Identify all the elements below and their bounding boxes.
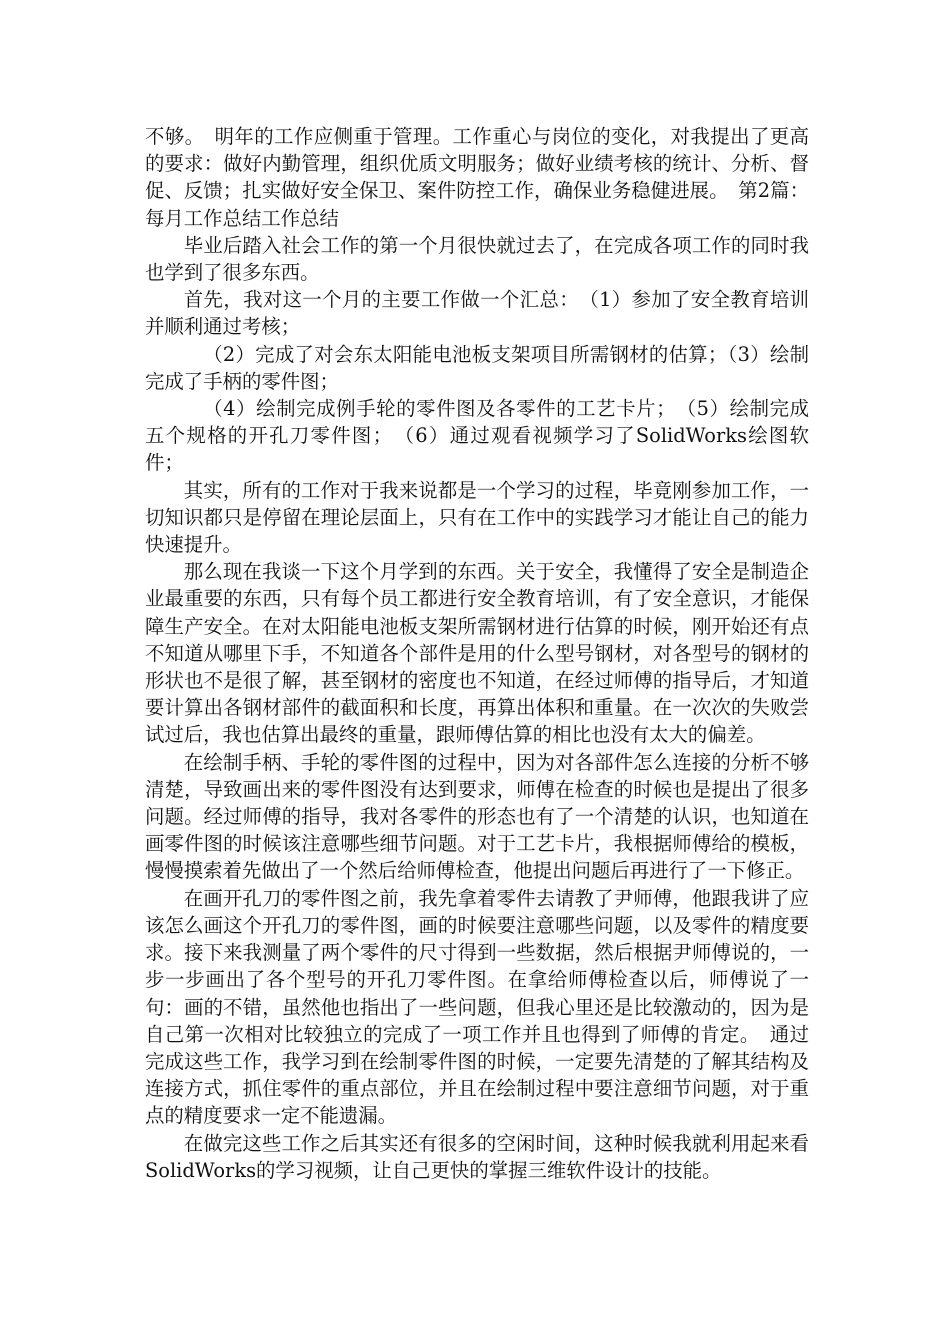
paragraph-5: （4）绘制完成例手轮的零件图及各零件的工艺卡片； （5）绘制完成五个规格的开孔刀零件图； （6）通过观看视频学习了SolidWorks绘图软件；	[145, 397, 809, 475]
paragraph-8: 在绘制手柄、手轮的零件图的过程中，因为对各部件怎么连接的分析不够清楚，导致画出来的零件图没有达到要求，师傅在检查的时候也是提出了很多问题。经过师傅的指导，我对各零件的形态也有了一个清楚的认识，也知道在画零件图的时候该注意哪些细节问题。对于工艺卡片，我根据师傅给的模板，慢慢摸索着先做出了一个然后给师傅检查，他提出问题后再进行了一下修正。	[145, 750, 809, 883]
paragraph-2: 毕业后踏入社会工作的第一个月很快就过去了，在完成各项工作的同时我也学到了很多东西。	[145, 233, 809, 285]
paragraph-6: 其实，所有的工作对于我来说都是一个学习的过程，毕竟刚参加工作，一切知识都只是停留在理论层面上，只有在工作中的实践学习才能让自己的能力快速提升。	[145, 478, 809, 557]
paragraph-4: （2）完成了对会东太阳能电池板支架项目所需钢材的估算；（3）绘制完成了手柄的零件图；	[145, 342, 809, 393]
document-body	[145, 123, 809, 1184]
paragraph-10: 在做完这些工作之后其实还有很多的空闲时间，这种时候我就利用起来看SolidWorks的学习视频，让自己更快的掌握三维软件设计的技能。	[145, 1131, 809, 1182]
paragraph-1: 不够。 明年的工作应侧重于管理。工作重心与岗位的变化，对我提出了更高的要求：做好内勤管理，组织优质文明服务；做好业绩考核的统计、分析、督促、反馈；扎实做好安全保卫、案件防控工作，确保业务稳健进展。 第2篇：每月工作总结工作总结	[145, 125, 809, 230]
paragraph-3: 首先，我对这一个月的主要工作做一个汇总： （1）参加了安全教育培训并顺利通过考核；	[145, 288, 809, 339]
paragraph-7: 那么现在我谈一下这个月学到的东西。关于安全，我懂得了安全是制造企业最重要的东西，只有每个员工都进行安全教育培训，有了安全意识，才能保障生产安全。在对太阳能电池板支架所需钢材进行估算的时候，刚开始还有点不知道从哪里下手，不知道各个部件是用的什么型号钢材，对各型号的钢材的形状也不是很了解，甚至钢材的密度也不知道，在经过师傅的指导后，才知道要计算出各钢材部件的截面积和长度，再算出体积和重量。在一次次的失败尝试过后，我也估算出最终的重量，跟师傅估算的相比也没有太大的偏差。	[145, 560, 809, 747]
paragraph-9: 在画开孔刀的零件图之前，我先拿着零件去请教了尹师傅，他跟我讲了应该怎么画这个开孔刀的零件图，画的时候要注意哪些问题，以及零件的精度要求。接下来我测量了两个零件的尺寸得到一些数据，然后根据尹师傅说的，一步一步画出了各个型号的开孔刀零件图。在拿给师傅检查以后，师傅说了一句：画的不错，虽然他也指出了一些问题，但我心里还是比较激动的，因为是自己第一次相对比较独立的完成了一项工作并且也得到了师傅的肯定。 通过完成这些工作，我学习到在绘制零件图的时候，一定要先清楚的了解其结构及连接方式，抓住零件的重点部位，并且在绘制过程中要注意细节问题，对于重点的精度要求一定不能遗漏。	[145, 886, 809, 1128]
